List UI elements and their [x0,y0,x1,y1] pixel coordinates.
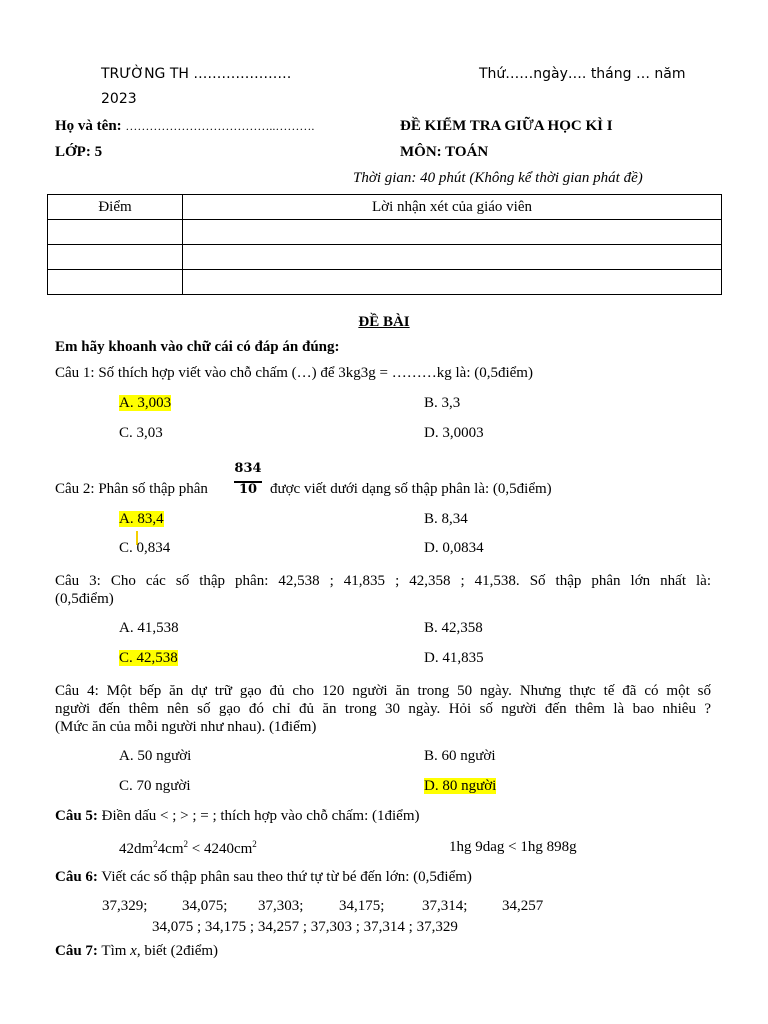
fraction-numerator: 834 [234,461,262,476]
grade-table [47,194,722,295]
question-4-line3: (Mức ăn của mỗi người như nhau). (1điểm) [55,719,317,735]
comment-cell[interactable] [183,245,722,270]
q4-option-a[interactable]: A. 50 người [119,748,192,764]
class-label: LỚP: 5 [55,144,103,160]
q5-right-expression: 1hg 9dag < 1hg 898g [449,839,577,855]
exam-date: Thứ……ngày…. tháng … năm [479,66,686,82]
q6-number: 37,314; [422,898,468,914]
q5-left-expression: $42dm^24cm^2 < 4240cm^2$ [119,839,257,857]
section-title: ĐỀ BÀI [358,314,410,330]
q2-option-c[interactable]: C. 0,834 [119,540,171,556]
q6-number: 34,075; [182,898,228,914]
header-comment: Lời nhận xét của giáo viên [183,195,722,220]
question-6 [55,869,472,886]
comment-cell[interactable] [183,220,722,245]
q7-label: Câu 7: [55,943,98,959]
q2-option-a[interactable]: A. 83,4 [119,511,164,527]
q3-option-a[interactable]: A. 41,538 [119,620,179,636]
table-row [48,270,722,295]
q2-option-d[interactable]: D. 0,0834 [424,540,484,556]
score-cell[interactable] [48,270,183,295]
exam-title: ĐỀ KIỂM TRA GIỮA HỌC KÌ I [400,118,613,134]
q6-number: 37,329; [102,898,148,914]
table-row [48,245,722,270]
q6-number: 34,257 [502,898,544,914]
comment-cell[interactable] [183,270,722,295]
fraction-denominator: 10 [238,482,258,497]
question-2-suffix: được viết dưới dạng số thập phân là: (0,5điểm) [270,481,552,497]
q6-text: Viết các số thập phân sau theo thứ tự từ bé đến lớn: (0,5điểm) [97,869,472,885]
subject-label: MÔN: TOÁN [400,144,489,160]
q6-number: 37,303; [258,898,304,914]
question-4-line1: Câu 4: Một bếp ăn dự trữ gạo đủ cho 120 người ăn trong 50 ngày. Nhưng thực tế đã có một số [55,683,711,699]
q4-option-c[interactable]: C. 70 người [119,778,191,794]
q2-option-b[interactable]: B. 8,34 [424,511,468,527]
question-3-line2: (0,5điểm) [55,591,114,607]
q4-option-d[interactable]: D. 80 người [424,778,497,794]
score-cell[interactable] [48,245,183,270]
question-5 [55,808,420,825]
q3-option-c[interactable]: C. 42,538 [119,650,178,666]
q6-number: 34,175; [339,898,385,914]
exam-year: 2023 [101,91,137,107]
question-3-line1: Câu 3: Cho các số thập phân: 42,538 ; 41,835 ; 42,358 ; 41,538. Số thập phân lớn nhất là: [55,573,711,589]
header-score: Điểm [48,195,183,220]
name-dots: ………………………………..………. [125,119,315,133]
q7-variable: x [130,943,137,959]
q1-option-a[interactable]: A. 3,003 [119,395,172,411]
q6-answer: 34,075 ; 34,175 ; 34,257 ; 37,303 ; 37,314 ; 37,329 [152,919,458,935]
school-name: TRƯỜNG TH ………………… [101,66,292,82]
q6-label: Câu 6: [55,869,98,885]
q1-option-d[interactable]: D. 3,0003 [424,425,484,441]
q3-option-d[interactable]: D. 41,835 [424,650,484,666]
q1-option-b[interactable]: B. 3,3 [424,395,461,411]
question-2-prefix: Câu 2: Phân số thập phân [55,481,208,497]
q1-option-c[interactable]: C. 3,03 [119,425,163,441]
student-name-line [55,118,314,135]
q3-option-b[interactable]: B. 42,358 [424,620,483,636]
table-row [48,195,722,220]
time-note: Thời gian: 40 phút (Không kể thời gian phát đề) [353,170,643,186]
question-7: Câu 7: Tìm x, biết (2điểm) [55,943,219,959]
q5-text: Điền dấu < ; > ; = ; thích hợp vào chỗ chấm: (1điểm) [97,808,420,824]
question-4-line2: người đến thêm nên số gạo đó chỉ đủ ăn trong 30 ngày. Hỏi số người đến thêm là bao nhiêu ? [55,701,711,717]
q5-label: Câu 5: [55,808,98,824]
question-1: Câu 1: Số thích hợp viết vào chỗ chấm (…) để 3kg3g = ………kg là: (0,5điểm) [55,365,533,381]
score-cell[interactable] [48,220,183,245]
q4-option-b[interactable]: B. 60 người [424,748,496,764]
instruction: Em hãy khoanh vào chữ cái có đáp án đúng: [55,339,340,355]
name-label: Họ và tên: [55,118,122,134]
table-row [48,220,722,245]
